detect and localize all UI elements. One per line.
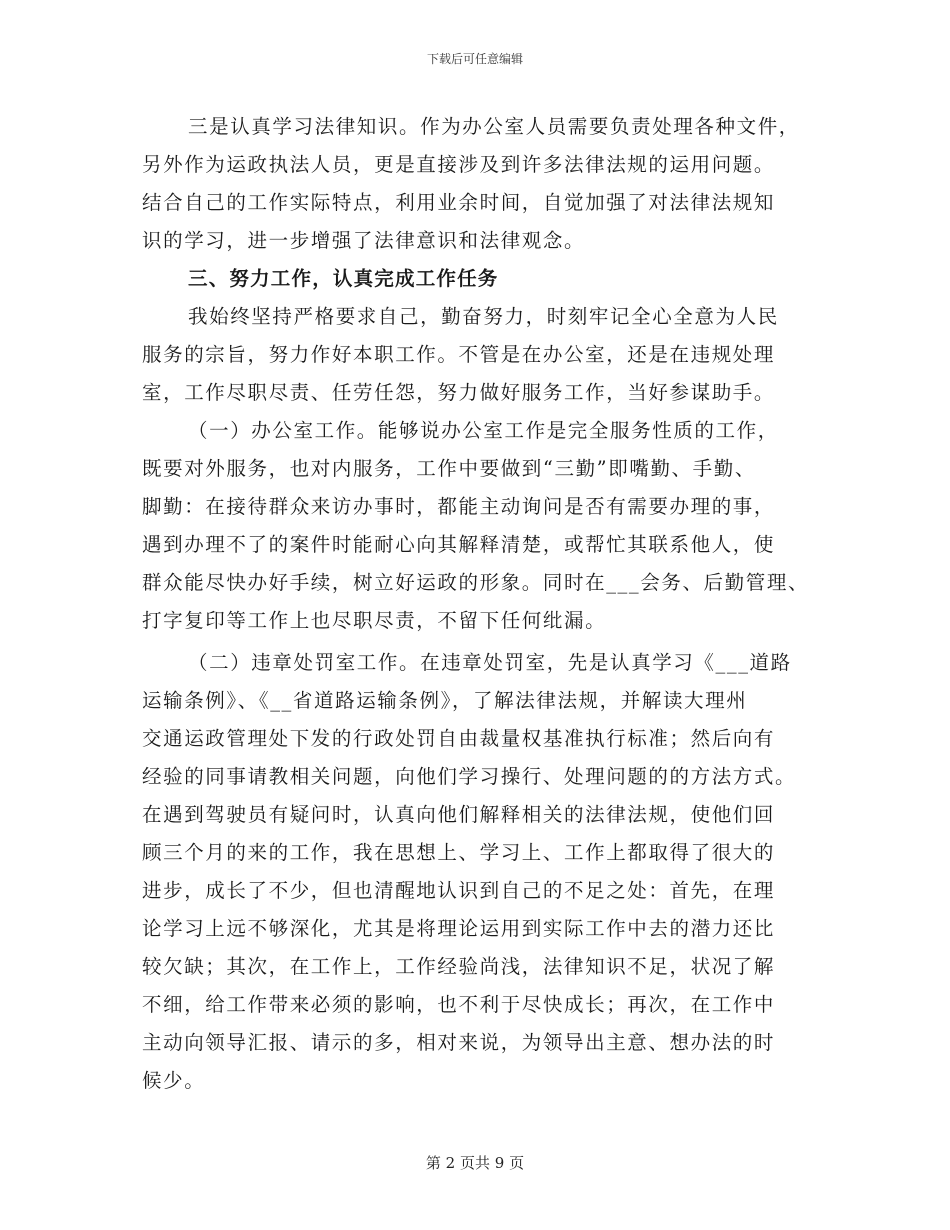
- text-line: 室，工作尽职尽责、任劳任怨，努力做好服务工作，当好参谋助手。: [142, 381, 776, 404]
- text-line: 打字复印等工作上也尽职尽责，不留下任何纰漏。: [142, 609, 607, 632]
- text-line: 脚勤：在接待群众来访办事时，都能主动询问是否有需要办理的事，: [142, 495, 776, 518]
- text-line: 不细，给工作带来必须的影响，也不利于尽快成长；再次，在工作中: [142, 993, 776, 1016]
- text-line: 三是认真学习法律知识。作为办公室人员需要负责处理各种文件，: [188, 115, 800, 138]
- text-line: 交通运政管理处下发的行政处罚自由裁量权基准执行标准；然后向有: [142, 727, 776, 750]
- text-line: 经验的同事请教相关问题，向他们学习操行、处理问题的的方法方式。: [142, 765, 797, 788]
- text-line: 群众能尽快办好手续，树立好运政的形象。同时在___会务、后勤管理、: [142, 571, 810, 594]
- text-line: 运输条例》、《__省道路运输条例》，了解法律法规，并解读大理州: [142, 689, 748, 712]
- text-line: （二）违章处罚室工作。在违章处罚室，先是认真学习《___道路: [188, 651, 792, 674]
- text-line: 另外作为运政执法人员，更是直接涉及到许多法律法规的运用问题。: [142, 153, 776, 176]
- page-header: 下载后可任意编辑: [426, 52, 523, 66]
- text-line: 在遇到驾驶员有疑问时，认真向他们解释相关的法律法规，使他们回: [142, 803, 776, 826]
- text-line: 较欠缺；其次，在工作上，工作经验尚浅，法律知识不足，状况了解: [142, 955, 776, 978]
- page-number: 第 2 页共 9 页: [425, 1154, 525, 1172]
- text-line: 识的学习，进一步增强了法律意识和法律观念。: [142, 229, 586, 252]
- text-line: 服务的宗旨，努力作好本职工作。不管是在办公室，还是在违规处理: [142, 343, 776, 366]
- document-body: [142, 108, 812, 1100]
- paragraph-penalty-office: [142, 644, 812, 1100]
- text-line: 遇到办理不了的案件时能耐心向其解释清楚，或帮忙其联系他人，使: [142, 533, 776, 556]
- text-line: 顾三个月的来的工作，我在思想上、学习上、工作上都取得了很大的: [142, 841, 776, 864]
- paragraph-law-study: [142, 108, 812, 260]
- paragraph-work-attitude: [142, 298, 812, 412]
- text-line: （一）办公室工作。能够说办公室工作是完全服务性质的工作，: [188, 419, 779, 442]
- text-line: 论学习上远不够深化，尤其是将理论运用到实际工作中去的潜力还比: [142, 917, 776, 940]
- text-line: 既要对外服务，也对内服务，工作中要做到“三勤”即嘴勤、手勤、: [142, 457, 756, 480]
- section-heading: [142, 260, 812, 298]
- text-line: 主动向领导汇报、请示的多，相对来说，为领导出主意、想办法的时: [142, 1031, 776, 1054]
- text-line: 进步，成长了不少，但也清醒地认识到自己的不足之处：首先，在理: [142, 879, 776, 902]
- paragraph-office-work: [142, 412, 812, 640]
- text-line: 结合自己的工作实际特点，利用业余时间，自觉加强了对法律法规知: [142, 191, 776, 214]
- text-line: 候少。: [142, 1069, 206, 1092]
- section-heading-text: 三、努力工作，认真完成工作任务: [188, 267, 499, 290]
- text-line: 我始终坚持严格要求自己，勤奋努力，时刻牢记全心全意为人民: [188, 305, 779, 328]
